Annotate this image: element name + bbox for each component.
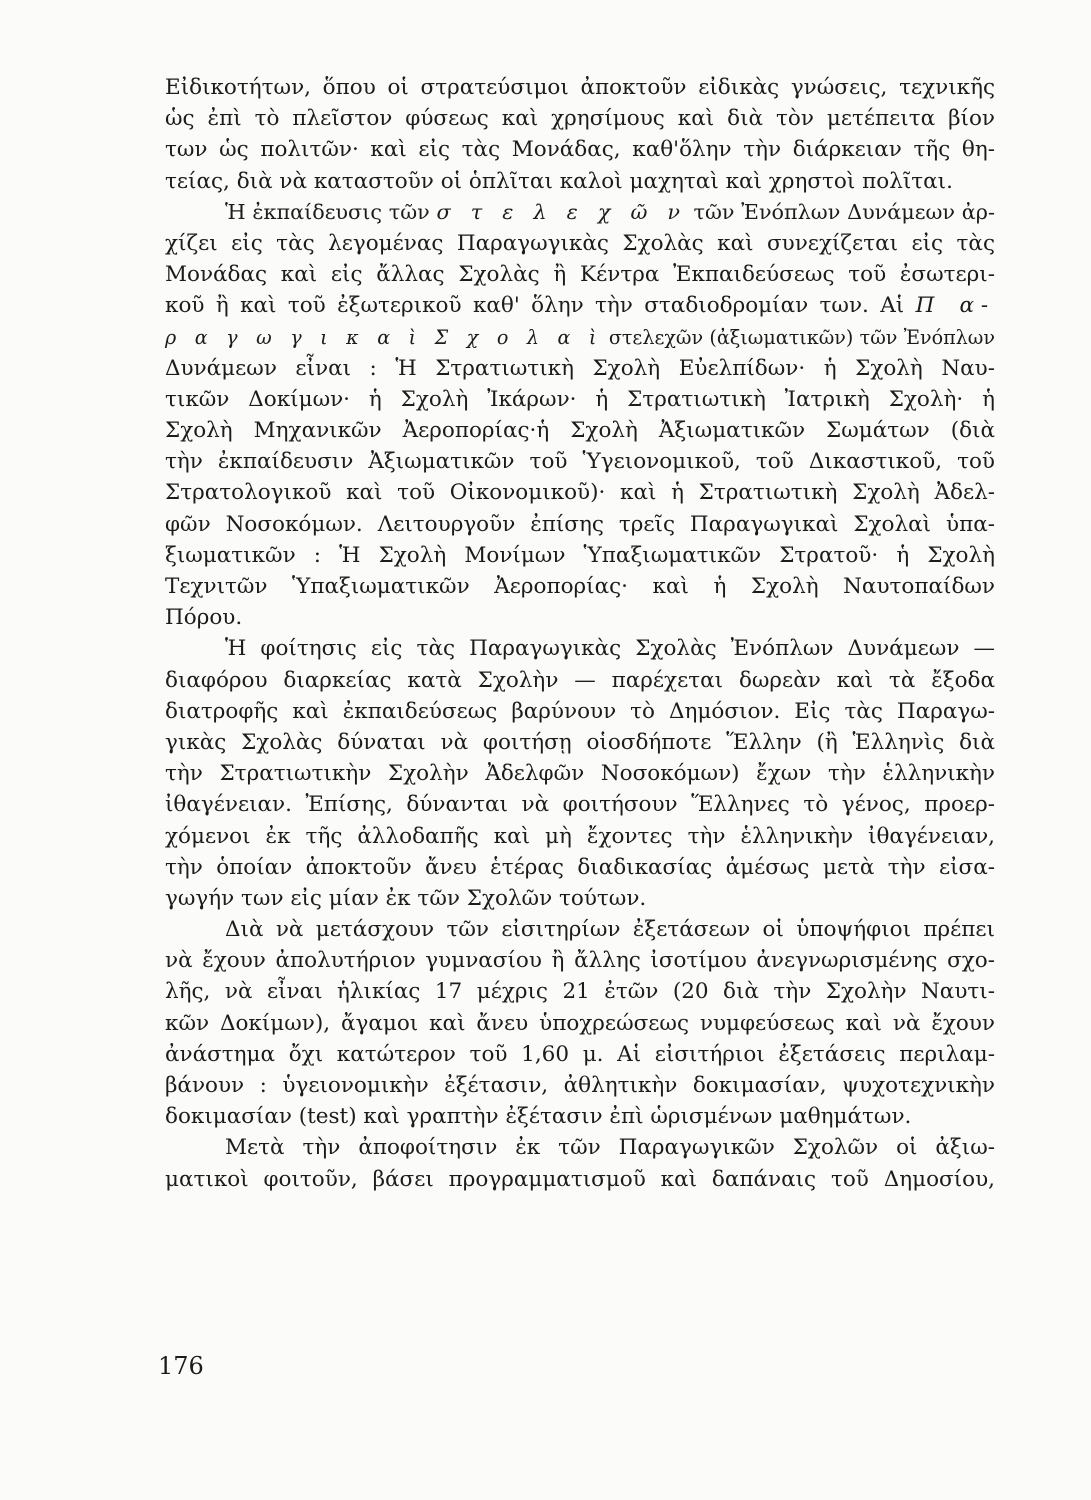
text-fragment: κοῦ ἢ καὶ τοῦ ἐξωτερικοῦ καθ' ὅλην τὴν σταδιοδρομίαν των. Αἱ	[165, 293, 905, 319]
text-line: Ἡ φοίτησις εἰς τὰς Παραγωγικὰς Σχολὰς Ἐνόπλων Δυνάμεων —	[225, 636, 995, 662]
text-line: χίζει εἰς τὰς λεγομένας Παραγωγικὰς Σχολὰς καὶ συνεχίζεται εἰς τὰς	[165, 230, 995, 256]
text-line: γικὰς Σχολὰς δύναται νὰ φοιτήσῃ οἱοσδήποτε Ἕλλην (ἢ Ἑλληνὶς διὰ	[165, 729, 995, 755]
text-fragment: τῶν Ἐνόπλων Δυνάμεων ἀρ-	[693, 199, 995, 224]
text-line: Μονάδας καὶ εἰς ἄλλας Σχολὰς ἢ Κέντρα Ἐκπαιδεύσεως τοῦ ἐσωτερι-	[165, 262, 995, 288]
text-line: βάνουν : ὑγειονομικὴν ἐξέτασιν, ἀθλητικὴν δοκιμασίαν, ψυχοτεχνικὴν	[165, 1073, 995, 1098]
text-line: λῆς, νὰ εἶναι ἡλικίας 17 μέχρις 21 ἐτῶν (20 διὰ τὴν Σχολὴν Ναυτι-	[165, 979, 995, 1005]
text-fragment: Ἡ ἐκπαίδευσις τῶν	[225, 199, 430, 224]
text-line: τὴν ὁποίαν ἀποκτοῦν ἄνευ ἑτέρας διαδικασίας ἀμέσως μετὰ τὴν εἰσα-	[165, 854, 995, 880]
spaced-term: ρ α γ ω γ ι κ α ὶ Σ χ ο λ α ὶ	[165, 325, 603, 349]
text-line	[165, 290, 995, 321]
text-line: διαφόρου διαρκείας κατὰ Σχολὴν — παρέχεται δωρεὰν καὶ τὰ ἔξοδα	[165, 667, 995, 693]
text-line: χόμενοι ἐκ τῆς ἀλλοδαπῆς καὶ μὴ ἔχοντες τὴν ἑλληνικὴν ἰθαγένειαν,	[165, 823, 995, 849]
text-line: φῶν Νοσοκόμων. Λειτουργοῦν ἐπίσης τρεῖς Παραγωγικαὶ Σχολαὶ ὑπα-	[165, 511, 995, 537]
text-line: Πόρου.	[165, 605, 243, 631]
text-line: τὴν Στρατιωτικὴν Σχολὴν Ἀδελφῶν Νοσοκόμων) ἔχων τὴν ἑλληνικὴν	[165, 761, 995, 787]
text-line: ὡς ἐπὶ τὸ πλεῖστον φύσεως καὶ χρησίμους καὶ διὰ τὸν μετέπειτα βίον	[165, 106, 995, 132]
page-number: 176	[158, 1352, 204, 1380]
text-line: ξιωματικῶν : Ἡ Σχολὴ Μονίμων Ὑπαξιωματικῶν Στρατοῦ· ἡ Σχολὴ	[165, 542, 995, 568]
text-line: ματικοὶ φοιτοῦν, βάσει προγραμματισμοῦ καὶ δαπάναις τοῦ Δημοσίου,	[165, 1166, 995, 1192]
spaced-term: σ τ ε λ ε χ ῶ ν	[436, 199, 687, 224]
text-line: ἀνάστημα ὄχι κατώτερον τοῦ 1,60 μ. Αἱ εἰσιτήριοι ἐξετάσεις περιλαμ-	[165, 1041, 995, 1067]
text-line: Διὰ νὰ μετάσχουν τῶν εἰσιτηρίων ἐξετάσεων οἱ ὑποψήφιοι πρέπει	[225, 917, 995, 943]
text-line: τείας, διὰ νὰ καταστοῦν οἱ ὁπλῖται καλοὶ μαχηταὶ καὶ χρηστοὶ πολῖται.	[165, 168, 953, 194]
text-line: Τεχνιτῶν Ὑπαξιωματικῶν Ἀεροπορίας· καὶ ἡ Σχολὴ Ναυτοπαίδων	[165, 574, 995, 599]
text-line: νὰ ἔχουν ἀπολυτήριον γυμνασίου ἢ ἄλλης ἰσοτίμου ἀνεγνωρισμένης σχο-	[165, 948, 995, 974]
spaced-term: Π α-	[915, 293, 996, 319]
text-line: ἰθαγένειαν. Ἐπίσης, δύνανται νὰ φοιτήσουν Ἕλληνες τὸ γένος, προερ-	[165, 792, 995, 818]
text-line: Μετὰ τὴν ἀποφοίτησιν ἐκ τῶν Παραγωγικῶν Σχολῶν οἱ ἀξιω-	[225, 1135, 995, 1161]
text-fragment: στελεχῶν (ἀξιωματικῶν) τῶν Ἐνόπλων	[608, 325, 995, 349]
text-line: γωγήν των εἰς μίαν ἐκ τῶν Σχολῶν τούτων.	[165, 885, 647, 911]
text-line: Στρατολογικοῦ καὶ τοῦ Οἰκονομικοῦ)· καὶ ἡ Στρατιωτικὴ Σχολὴ Ἀδελ-	[165, 480, 995, 506]
text-line: των ὡς πολιτῶν· καὶ εἰς τὰς Μονάδας, καθ'ὅλην τὴν διάρκειαν τῆς θη-	[165, 137, 995, 163]
text-line: τὴν ἐκπαίδευσιν Ἀξιωματικῶν τοῦ Ὑγειονομικοῦ, τοῦ Δικαστικοῦ, τοῦ	[165, 449, 995, 475]
text-line: διατροφῆς καὶ ἐκπαιδεύσεως βαρύνουν τὸ Δημόσιον. Εἰς τὰς Παραγω-	[165, 698, 995, 724]
text-line: Δυνάμεων εἶναι : Ἡ Στρατιωτικὴ Σχολὴ Εὐελπίδων· ἡ Σχολὴ Ναυ-	[165, 355, 995, 381]
text-line	[165, 197, 995, 228]
text-line: τικῶν Δοκίμων· ἡ Σχολὴ Ἰκάρων· ἡ Στρατιωτικὴ Ἰατρικὴ Σχολὴ· ἡ	[165, 386, 995, 412]
text-line	[165, 322, 995, 353]
body-text	[165, 72, 995, 1195]
text-line: Εἰδικοτήτων, ὅπου οἱ στρατεύσιμοι ἀποκτοῦν εἰδικὰς γνώσεις, τεχνικῆς	[165, 75, 995, 100]
text-line: κῶν Δοκίμων), ἄγαμοι καὶ ἄνευ ὑποχρεώσεως νυμφεύσεως καὶ νὰ ἔχουν	[165, 1010, 995, 1036]
text-line: Σχολὴ Μηχανικῶν Ἀεροπορίας·ἡ Σχολὴ Ἀξιωματικῶν Σωμάτων (διὰ	[165, 418, 995, 444]
text-line: δοκιμασίαν (test) καὶ γραπτὴν ἐξέτασιν ἐπὶ ὡρισμένων μαθημάτων.	[165, 1104, 912, 1130]
